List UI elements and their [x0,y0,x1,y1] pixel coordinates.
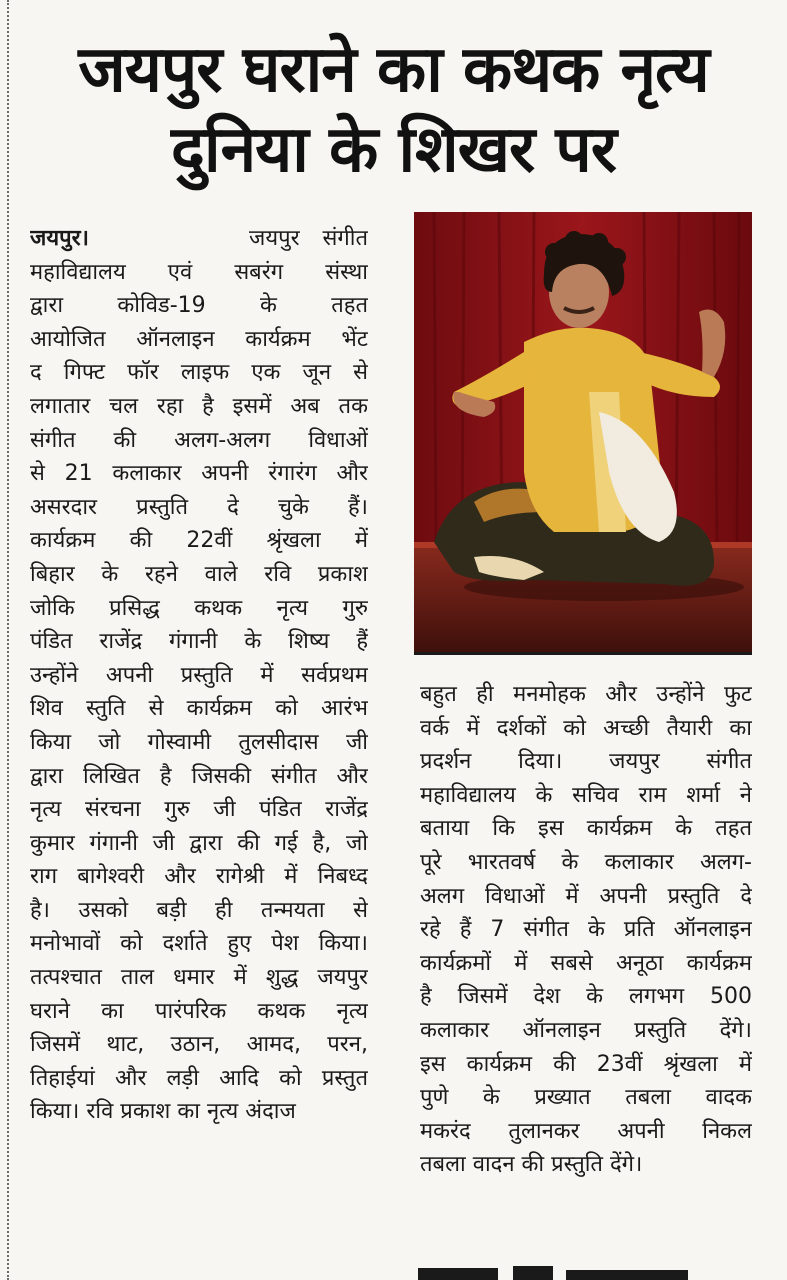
article-line: पंडित राजेंद्र गंगानी के शिष्य हैं [30,629,368,655]
article-line: है। उसको बड़ी ही तन्मयता से [30,897,368,923]
column-divider-rule [7,0,9,1280]
article-column-right [420,678,752,1182]
article-line: जोकि प्रसिद्ध कथक नृत्य गुरु [30,595,368,621]
article-line: कुमार गंगानी जी द्वारा की गई है, जो [30,830,368,856]
article-line: संगीत की अलग-अलग विधाओं [30,427,368,453]
article-line: कलाकार ऑनलाइन प्रस्तुति देंगे। [420,1017,752,1043]
headline [20,30,767,190]
article-text: जयपुर संगीत [249,226,368,251]
article-line: कार्यक्रम की 22वीं श्रृंखला में [30,528,368,554]
article-line: लगातार चल रहा है इसमें अब तक [30,393,368,419]
article-line: मनोभावों को दर्शाते हुए पेश किया। [30,931,368,957]
headline-line-2: दुनिया के शिखर पर [171,113,616,187]
article-line: असरदार प्रस्तुति दे चुके हैं। [30,494,368,520]
article-line: मकरंद तुलानकर अपनी निकल [420,1118,752,1144]
article-line: पुणे के प्रख्यात तबला वादक [420,1085,752,1111]
article-line: वर्क में दर्शकों को अच्छी तैयारी का [420,715,752,741]
article-line: आयोजित ऑनलाइन कार्यक्रम भेंट [30,326,368,352]
article-line: द गिफ्ट फॉर लाइफ एक जून से [30,360,368,386]
article-line: कार्यक्रमों में सबसे अनूठा कार्यक्रम [420,950,752,976]
cropped-next-headline [418,1262,688,1280]
article-line: किया। रवि प्रकाश का नृत्य अंदाज [30,1099,296,1125]
article-line: जिसमें थाट, उठान, आमद, परन, [30,1032,368,1058]
article-line: द्वारा लिखित है जिसकी संगीत और [30,763,368,789]
article-line: प्रदर्शन दिया। जयपुर संगीत [420,749,752,775]
article-line: महाविद्यालय एवं सबरंग संस्था [30,259,368,285]
kathak-dancer-icon [414,212,752,652]
article-line: किया जो गोस्वामी तुलसीदास जी [30,729,368,755]
article-line: रहे हैं 7 संगीत के प्रति ऑनलाइन [420,917,752,943]
article-line: घराने का पारंपरिक कथक नृत्य [30,998,368,1024]
article-line: है जिसमें देश के लगभग 500 [420,984,752,1010]
article-line: बिहार के रहने वाले रवि प्रकाश [30,561,368,587]
article-line: तिहाईयां और लड़ी आदि को प्रस्तुत [30,1065,368,1091]
dateline: जयपुर। [30,226,89,251]
article-line: शिव स्तुति से कार्यक्रम को आरंभ [30,696,368,722]
article-line: इस कार्यक्रम की 23वीं श्रृंखला में [420,1051,752,1077]
article-line: अलग विधाओं में अपनी प्रस्तुति दे [420,883,752,909]
article-line: से 21 कलाकार अपनी रंगारंग और [30,461,368,487]
article-line: उन्होंने अपनी प्रस्तुति में सर्वप्रथम [30,662,368,688]
article-line: महाविद्यालय के सचिव राम शर्मा ने [420,782,752,808]
article-line: द्वारा कोविड-19 के तहत [30,293,368,319]
article-column-left [30,222,368,1129]
article-line: बहुत ही मनमोहक और उन्होंने फुट [420,682,752,707]
article-line: तबला वादन की प्रस्तुति देंगे। [420,1152,643,1178]
headline-line-1: जयपुर घराने का कथक नृत्य [78,33,709,107]
article-line [30,222,368,256]
article-line: नृत्य संरचना गुरु जी पंडित राजेंद्र [30,797,368,823]
article-line: बताया कि इस कार्यक्रम के तहत [420,816,752,842]
article-line: राग बागेश्वरी और रागेश्री में निबध्द [30,864,368,890]
article-line: पूरे भारतवर्ष के कलाकार अलग- [420,849,752,875]
article-line: तत्पश्चात ताल धमार में शुद्ध जयपुर [30,965,368,991]
dancer-photo [414,212,752,655]
